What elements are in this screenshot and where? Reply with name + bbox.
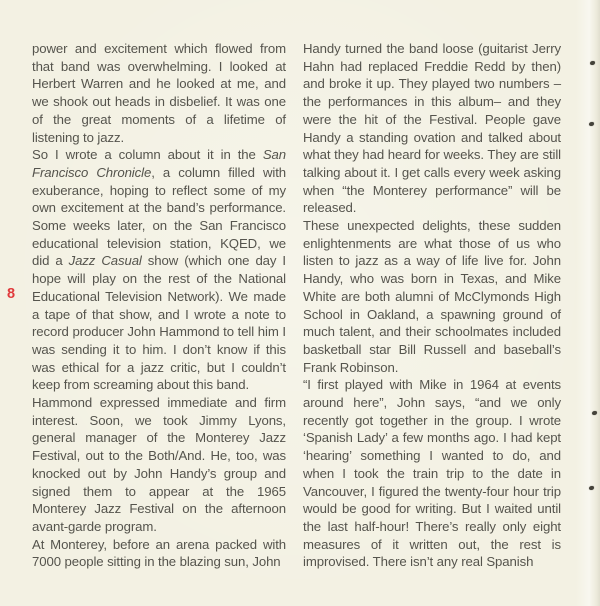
paragraph — [32, 146, 286, 394]
page-number: 8 — [7, 286, 16, 302]
text-run: show (which one day I hope will play on the rest of the National Educational Television Network). We made a tape of that show, and I wrote a note to record producer John Hammond to tell him I was sending it to him. I don’t know if this was ethical for a jazz critic, but I couldn’t keep from screaming about this band. — [32, 253, 286, 393]
paragraph — [303, 40, 561, 217]
text-run: These unexpected delights, these sudden enlightenments are what those of us who listen to jazz as a way of life live for. John Handy, who was born in Texas, and Mike White are both alumni of McClymonds High School in Oakland, a spawning ground of much talent, and their schoolmates included basketball star Bill Russell and baseball’s Frank Robinson. — [303, 218, 561, 375]
paragraph — [303, 217, 561, 376]
italic-text-run: San Francisco Chronicle — [32, 147, 286, 180]
text-run: “I first played with Mike in 1964 at events around here”, John says, “and we only recently got together in the group. I wrote ‘Spanish Lady’ a few months ago. I had kept ‘hearing’ something I wanted to do, and when I took the train trip to the date in Vancouver, I figured the twenty-four hour trip would be good for writing. But I waited until the last half-hour! There’s really only eight measures of it written out, the rest is improvised. There isn’t any real Spanish — [303, 377, 561, 570]
scan-speck — [590, 61, 595, 65]
paragraph — [32, 536, 286, 571]
text-run: Handy turned the band loose (guitarist Jerry Hahn had replaced Freddie Redd by then) and broke it up. They played two numbers –the performances in this album– and they were the hit of the Festival. People gave Handy a standing ovation and talked about what they had heard for weeks. They are still talking about it. I get calls every week asking when “the Monterey performance” will be released. — [303, 41, 561, 216]
scan-speck — [592, 411, 597, 415]
text-run: power and excitement which flowed from that band was overwhelming. I looked at Herbert Warren and he looked at me, and we shook out heads in disbelief. It was one of the great moments of a lifetime of listening to jazz. — [32, 41, 286, 145]
page-edge-shading — [576, 0, 600, 606]
text-column-right — [303, 40, 561, 571]
text-run: At Monterey, before an arena packed with 7000 people sitting in the blazing sun, John — [32, 536, 286, 570]
scan-speck — [589, 122, 594, 126]
scan-speck — [589, 486, 594, 490]
paragraph — [32, 40, 286, 146]
paragraph — [303, 376, 561, 571]
text-column-left — [32, 40, 286, 571]
paragraph — [32, 394, 286, 536]
text-run: , a column filled with exuberance, hoping to reflect some of my own excitement at the band’s performance. Some weeks later, on the San Francisco educational television station, KQED, we did a — [32, 164, 286, 269]
italic-text-run: Jazz Casual — [68, 253, 142, 269]
text-run: So I wrote a column about it in the — [32, 147, 263, 163]
text-run: Hammond expressed immediate and firm interest. Soon, we took Jimmy Lyons, general manager of the Monterey Jazz Festival, out to the Both/And. He, too, was knocked out by John Handy’s group and signed them to appear at the 1965 Monterey Jazz Festival on the afternoon avant-garde program. — [32, 395, 286, 534]
